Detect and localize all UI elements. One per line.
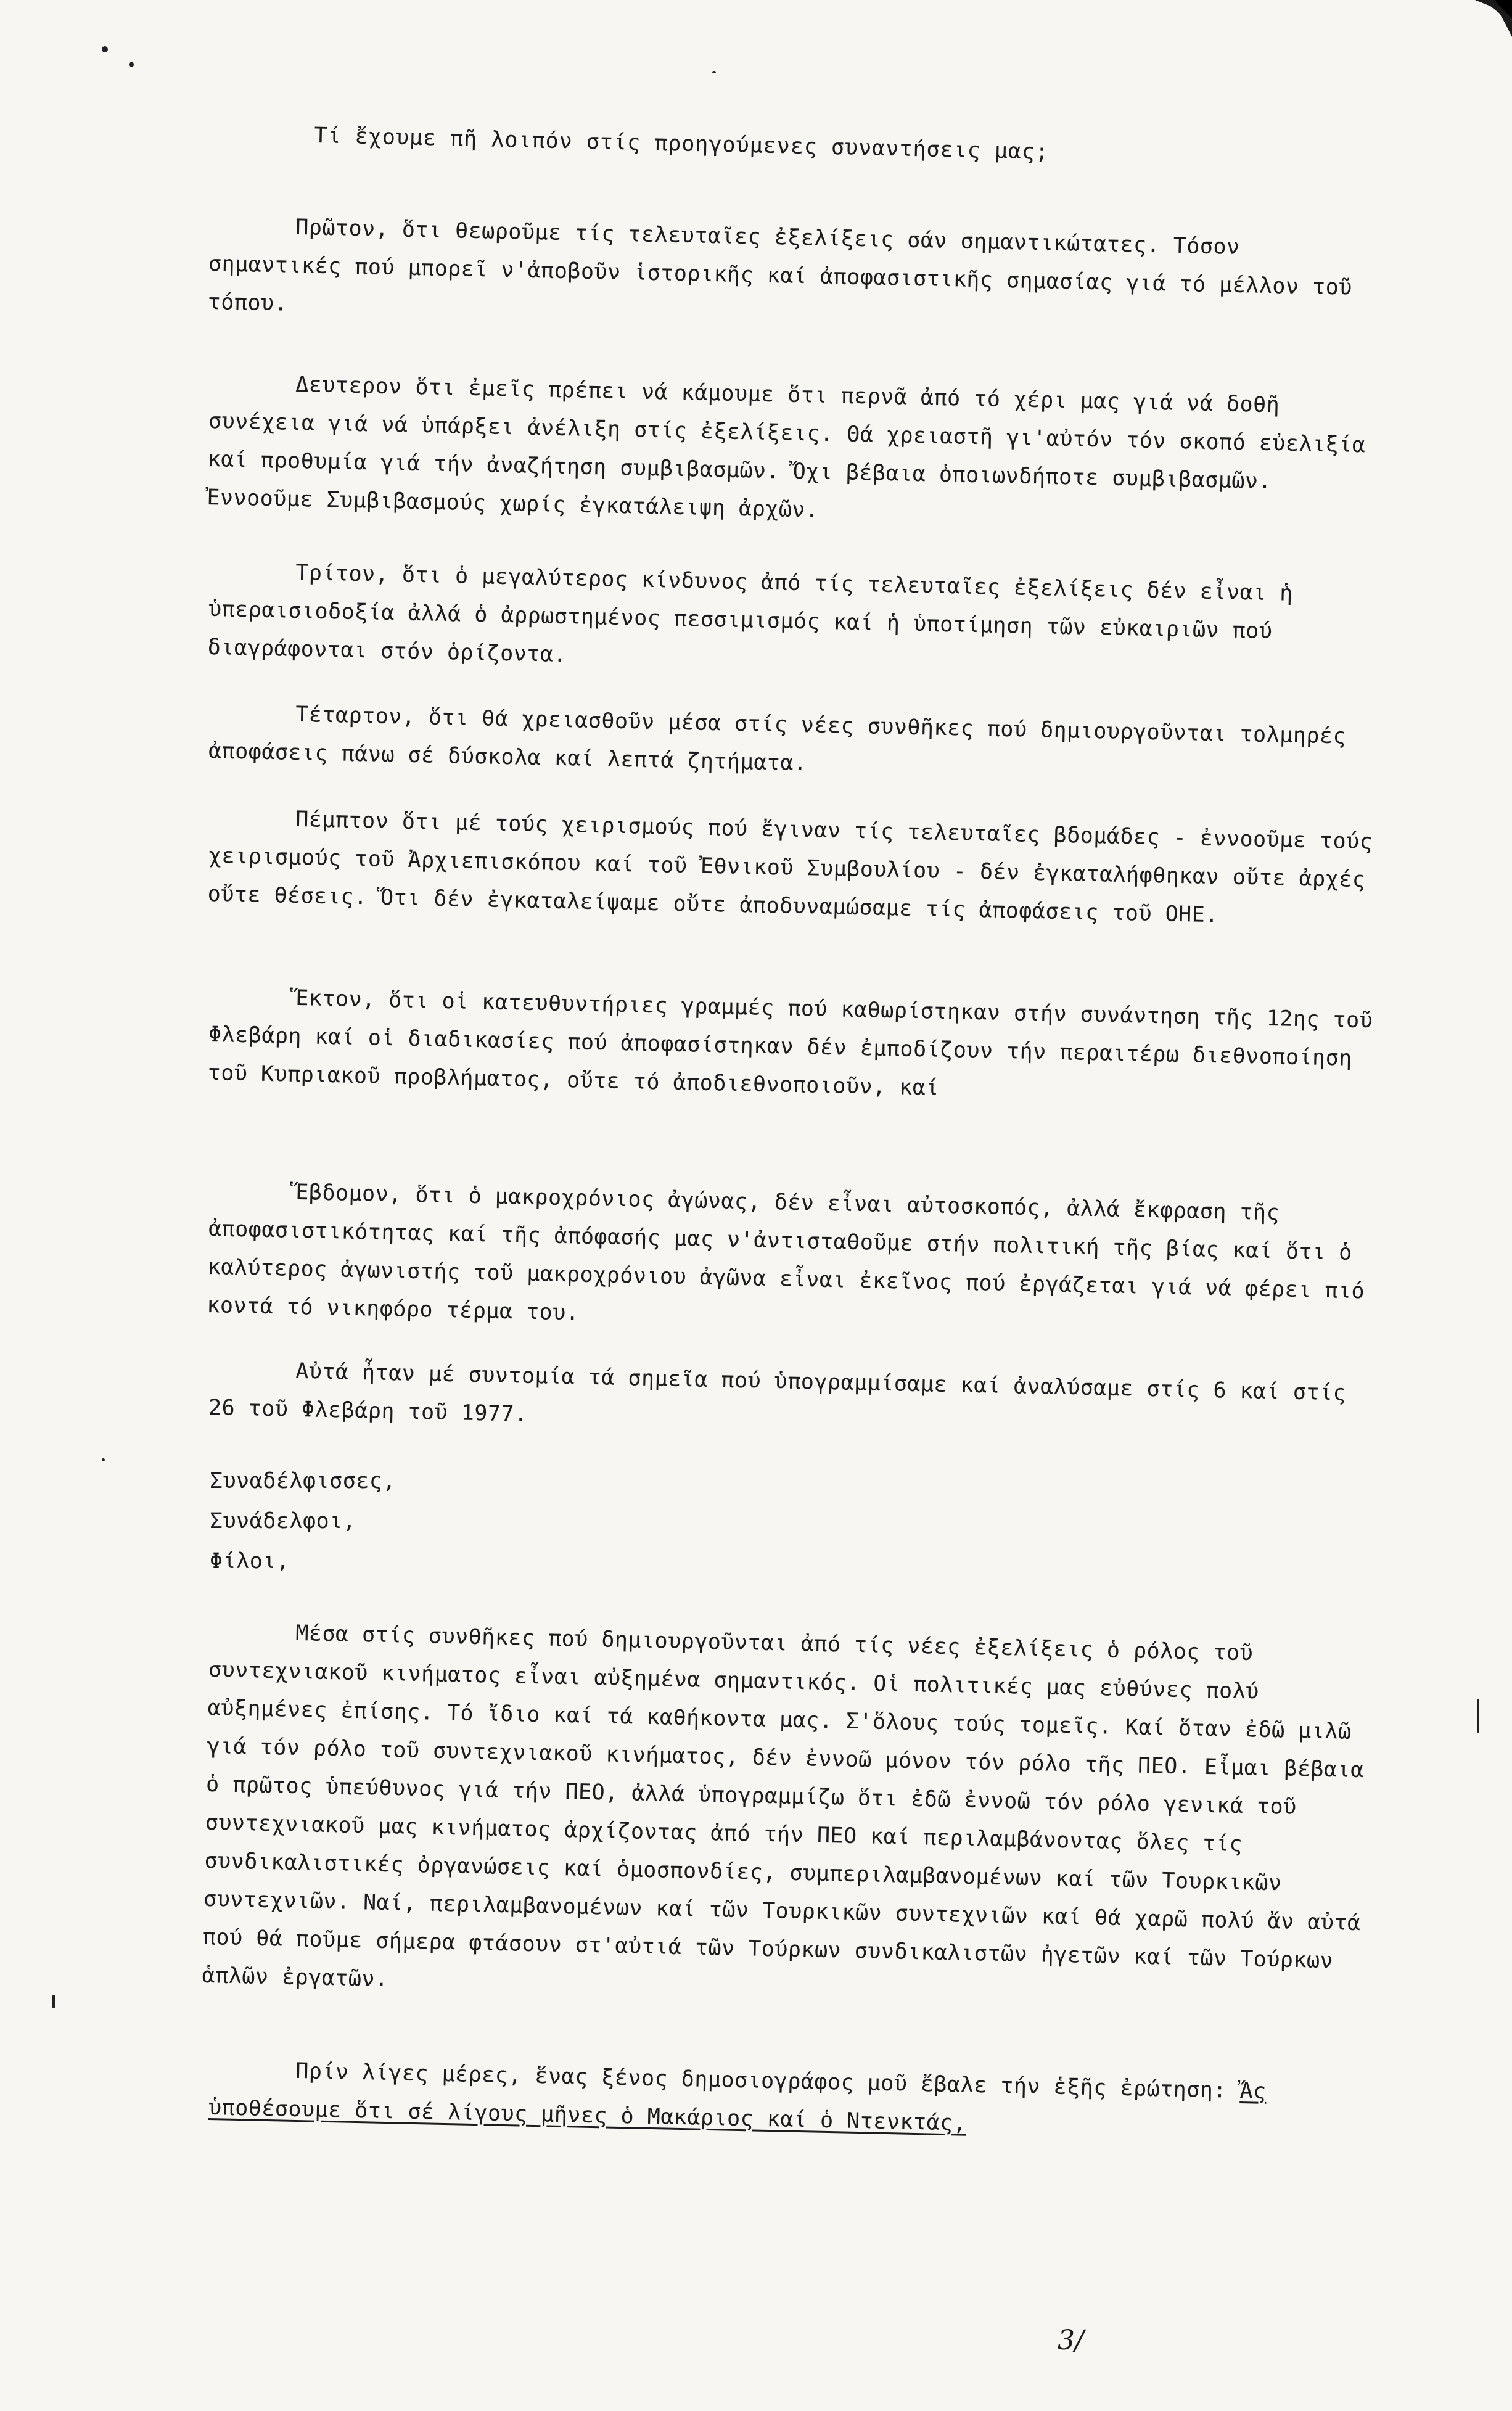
scan-speck	[52, 1995, 55, 2008]
salutation-line: Συνάδελφοι,	[210, 1509, 356, 1534]
summary-paragraph: Αὐτά ἦταν μέ συντομία τά σημεῖα πού ὑπογραμμίσαμε καί ἀναλύσαμε στίς 6 καί στίς 26 τοῦ Φλεβάρη τοῦ 1977.	[208, 1358, 1347, 1427]
scan-corner-mark	[1457, 0, 1512, 55]
salutation-block	[210, 1461, 396, 1582]
point-second: Δευτερον ὅτι ἐμεῖς πρέπει νά κάμουμε ὅτι περνᾶ ἀπό τό χέρι μας γιά νά δοθῆ συνέχεια γιά νά ὑπάρξει ἀνέλιξη στίς ἐξελίξεις. Θά χρειαστῆ γι'αὐτόν τόν σκοπό εὐελιξία καί προθυμία γιά τήν ἀναζήτηση συμβιβασμῶν. Ὄχι βέβαια ὁποιωνδήποτε συμβιβασμῶν. Ἐννοοῦμε Συμβιβασμούς χωρίς ἐγκατάλειψη ἀρχῶν.	[207, 372, 1366, 523]
section-heading: Τί ἔχουμε πῆ λοιπόν στίς προηγούμενες συναντήσεις μας;	[314, 123, 1050, 165]
closing-paragraph: Πρίν λίγες μέρες, ἕνας ξένος δημοσιογράφος μοῦ ἔβαλε τήν ἑξῆς ἐρώτηση: Ἄς ὑποθέσουμε ὅτι σέ λίγους μῆνες ὁ Μακάριος καί ὁ Ντενκτάς,	[208, 2058, 1267, 2136]
salutation-line: Συναδέλφισσες,	[210, 1469, 396, 1493]
body-paragraph: Μέσα στίς συνθῆκες πού δημιουργοῦνται ἀπό τίς νέες ἐξελίξεις ὁ ρόλος τοῦ συντεχνιακοῦ κινήματος εἶναι αὐξημένα σημαντικός. Οἱ πολιτικές μας εὐθύνες πολύ αὐξημένες ἐπίσης. Τό ἴδιο καί τά καθήκοντα μας. Σ'ὅλους τούς τομεῖς. Καί ὅταν ἐδῶ μιλῶ γιά τόν ρόλο τοῦ συντεχνιακοῦ κινήματος, δέν ἐννοῶ μόνον τόν ρόλο τῆς ΠΕΟ. Εἶμαι βέβαια ὁ πρῶτος ὑπεύθυνος γιά τήν ΠΕΟ, ἀλλά ὑπογραμμίζω ὅτι ἐδῶ ἐννοῶ τόν ρόλο γενικά τοῦ συντεχνιακοῦ μας κινήματος ἀρχίζοντας ἀπό τήν ΠΕΟ καί περιλαμβάνοντας ὅλες τίς συνδικαλιστικές ὀργανώσεις καί ὁμοσπονδίες, συμπεριλαμβανομένων καί τῶν Τουρκικῶν συντεχνιῶν. Ναί, περιλαμβανομένων καί τῶν Τουρκικῶν συντεχνιῶν καί θά χαρῶ πολύ ἄν αὐτά πού θά ποῦμε σήμερα φτάσουν στ'αὐτιά τῶν Τούρκων συνδικαλιστῶν ἠγετῶν καί τῶν Τούρκων ἁπλῶν ἐργατῶν.	[202, 1620, 1365, 1992]
point-fourth: Τέταρτον, ὅτι θά χρειασθοῦν μέσα στίς νέες συνθῆκες πού δημιουργοῦνται τολμηρές ἀποφάσεις πάνω σέ δύσκολα καί λεπτά ζητήματα.	[208, 702, 1347, 776]
salutation-line: Φίλοι,	[210, 1549, 290, 1574]
point-seventh: Ἕβδομον, ὅτι ὁ μακροχρόνιος ἀγώνας, δέν εἶναι αὐτοσκοπός, ἀλλά ἔκφραση τῆς ἀποφασιστικότητας καί τῆς ἀπόφασής μας ν'ἀντισταθοῦμε στήν πολιτική τῆς βίας καί ὅτι ὁ καλύτερος ἀγωνιστής τοῦ μακροχρόνιου ἀγῶνα εἶναι ἐκεῖνος πού ἐργάζεται γιά νά φέρει πιό κοντά τό νικηφόρο τέρμα του.	[207, 1180, 1365, 1326]
scan-speck	[102, 1458, 105, 1461]
scan-speck	[129, 62, 134, 67]
point-first: Πρῶτον, ὅτι θεωροῦμε τίς τελευταῖες ἐξελίξεις σάν σημαντικώτατες. Τόσον σημαντικές πού μπορεῖ ν'ἀποβοῦν ἱστορικῆς καί ἀποφασιστικῆς σημασίας γιά τό μέλλον τοῦ τόπου.	[207, 215, 1353, 316]
scan-speck	[102, 46, 108, 52]
scan-speck	[712, 71, 716, 73]
scan-speck	[1477, 1699, 1479, 1733]
quoted-question: Ἄς ὑποθέσουμε ὅτι σέ λίγους μῆνες ὁ Μακάριος καί ὁ Ντενκτάς,	[208, 2079, 1267, 2136]
page-number: 3/	[1058, 2325, 1084, 2356]
point-third: Τρίτον, ὅτι ὁ μεγαλύτερος κίνδυνος ἀπό τίς τελευταῖες ἐξελίξεις δέν εἶναι ἡ ὑπεραισιοδοξία ἀλλά ὁ ἀρρωστημένος πεσσιμισμός καί ἡ ὑποτίμηση τῶν εὐκαιριῶν πού διαγράφονται στόν ὁρίζοντα.	[207, 560, 1294, 668]
point-fifth: Πέμπτον ὅτι μέ τούς χειρισμούς πού ἔγιναν τίς τελευταῖες βδομάδες - ἐννοοῦμε τούς χειρισμούς τοῦ Ἀρχιεπισκόπου καί τοῦ Ἐθνικοῦ Συμβουλίου - δέν ἐγκαταλήφθηκαν οὔτε ἀρχές οὔτε θέσεις. Ὅτι δέν ἐγκαταλείψαμε οὔτε ἀποδυναμώσαμε τίς ἀποφάσεις τοῦ ΟΗΕ.	[207, 807, 1373, 928]
point-sixth: Ἕκτον, ὅτι οἱ κατευθυντήριες γραμμές πού καθωρίστηκαν στήν συνάντηση τῆς 12ης τοῦ Φλεβάρη καί οἱ διαδικασίες πού ἀποφασίστηκαν δέν ἐμποδίζουν τήν περαιτέρω διεθνοποίηση τοῦ Κυπριακοῦ προβλήματος, οὔτε τό ἀποδιεθνοποιοῦν, καί	[207, 985, 1373, 1101]
